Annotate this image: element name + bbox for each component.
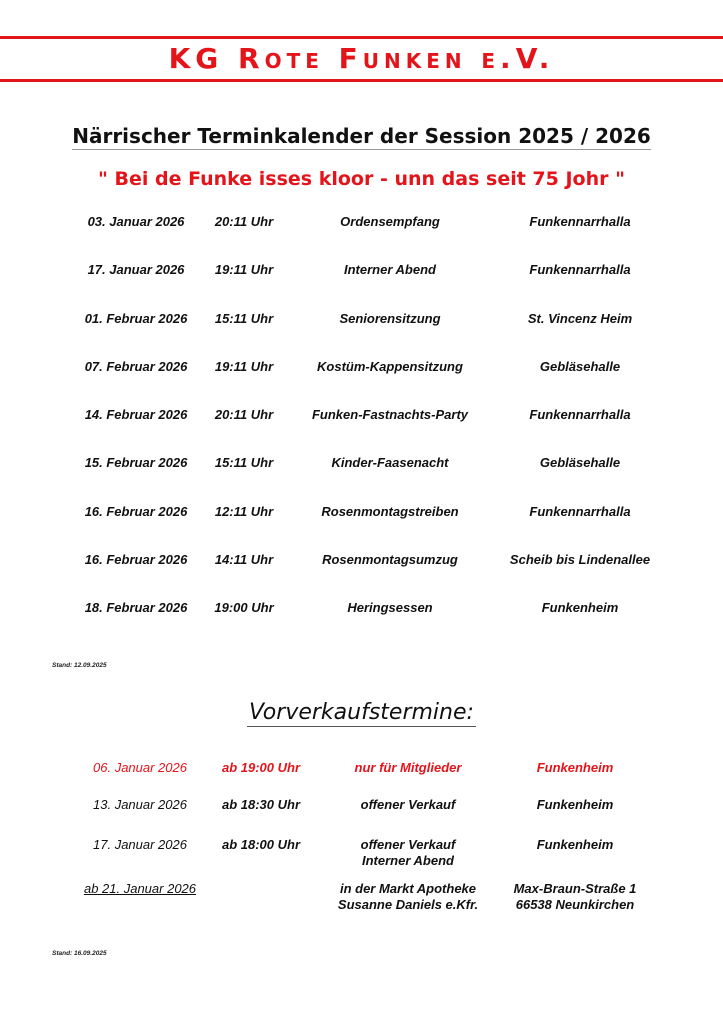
event-time: 15:11 Uhr: [214, 310, 274, 326]
event-name: Heringsessen: [347, 600, 433, 616]
event-date: 17. Januar 2026: [87, 262, 185, 278]
presale-date: 13. Januar 2026: [93, 797, 187, 812]
event-row: [0, 260, 723, 308]
event-row: [0, 598, 723, 646]
event-name: Rosenmontagsumzug: [322, 552, 458, 568]
event-location: Funkennarrhalla: [529, 503, 631, 519]
event-time: 19:11 Uhr: [214, 262, 274, 278]
presale-where-line: Funkenheim: [536, 837, 614, 852]
event-location: Scheib bis Lindenallee: [509, 552, 651, 568]
event-time: 19:11 Uhr: [214, 358, 274, 374]
event-location: Gebläsehalle: [539, 455, 621, 471]
presale-time: ab 18:00 Uhr: [221, 837, 301, 852]
event-row: [0, 453, 723, 501]
presale-row: [0, 837, 723, 881]
presale-row: [0, 760, 723, 797]
event-name: Ordensempfang: [340, 214, 440, 229]
event-date: 03. Januar 2026: [87, 214, 185, 229]
presale-what-line: in der Markt Apotheke: [339, 881, 477, 896]
event-time: 19:00 Uhr: [214, 600, 274, 616]
presale-time: ab 18:30 Uhr: [221, 797, 301, 812]
event-location: Funkenheim: [541, 600, 619, 616]
event-location: Funkennarrhalla: [529, 262, 631, 278]
event-time: 20:11 Uhr: [214, 407, 274, 423]
presale-where-line: Funkenheim: [536, 760, 614, 775]
event-location: Gebläsehalle: [539, 358, 621, 374]
presale-title-text: Vorverkaufstermine:: [249, 700, 474, 725]
presale-title: [0, 700, 723, 725]
event-location: Funkennarrhalla: [529, 407, 631, 423]
session-title-text: Närrischer Terminkalender der Session 2025 / 2026: [72, 124, 651, 148]
presale-what: [310, 797, 506, 813]
presale-where: [488, 760, 662, 776]
presale-date: ab 21. Januar 2026: [83, 881, 197, 896]
presale-where: [488, 881, 662, 913]
event-name: Funken-Fastnachts-Party: [311, 407, 469, 423]
presale-what: [310, 837, 506, 869]
event-time: 14:11 Uhr: [214, 552, 274, 568]
event-time: 20:11 Uhr: [214, 214, 274, 229]
event-date: 07. Februar 2026: [84, 358, 188, 374]
presale-table: [0, 760, 723, 921]
event-name: Interner Abend: [344, 262, 436, 278]
stand-date-presale: Stand: 16.09.2025: [52, 950, 107, 957]
presale-date: 17. Januar 2026: [93, 837, 187, 852]
event-location: St. Vincenz Heim: [527, 310, 633, 326]
presale-date: 06. Januar 2026: [93, 760, 187, 775]
event-date: 15. Februar 2026: [84, 455, 188, 471]
presale-what-line: offener Verkauf: [360, 837, 456, 852]
presale-what-line: offener Verkauf: [360, 797, 456, 812]
event-time: 15:11 Uhr: [214, 455, 274, 471]
motto: " Bei de Funke isses kloor - unn das seit 75 Johr ": [97, 168, 626, 190]
event-row: [0, 502, 723, 550]
event-location: Funkennarrhalla: [529, 214, 631, 229]
event-row: [0, 309, 723, 357]
event-row: [0, 550, 723, 598]
event-row: [0, 212, 723, 260]
header-banner: [0, 36, 723, 82]
club-title: KG Rote Funken e.V.: [168, 42, 555, 75]
presale-what: [310, 760, 506, 776]
event-row: [0, 357, 723, 405]
event-date: 14. Februar 2026: [84, 407, 188, 423]
event-name: Kinder-Faasenacht: [331, 455, 449, 471]
event-name: Rosenmontagstreiben: [321, 503, 459, 519]
event-time: 12:11 Uhr: [214, 503, 274, 519]
presale-where-line: 66538 Neunkirchen: [515, 897, 635, 912]
event-row: [0, 405, 723, 453]
presale-where-line: Funkenheim: [536, 797, 614, 812]
presale-what-line: Susanne Daniels e.Kfr.: [337, 897, 479, 912]
event-date: 16. Februar 2026: [84, 503, 188, 519]
presale-where: [488, 837, 662, 853]
presale-row: [0, 797, 723, 837]
stand-date-events: Stand: 12.09.2025: [52, 662, 107, 669]
presale-what-line: nur für Mitglieder: [354, 760, 462, 775]
presale-row: [0, 881, 723, 921]
event-name: Kostüm-Kappensitzung: [317, 358, 463, 374]
event-name: Seniorensitzung: [339, 310, 441, 326]
session-title: [0, 124, 723, 148]
presale-where-line: Max-Braun-Straße 1: [513, 881, 637, 896]
presale-what-line: Interner Abend: [362, 853, 454, 868]
presale-where: [488, 797, 662, 813]
events-table: [0, 212, 723, 647]
presale-what: [310, 881, 506, 913]
presale-time: ab 19:00 Uhr: [221, 760, 301, 775]
event-date: 18. Februar 2026: [84, 600, 188, 616]
event-date: 01. Februar 2026: [84, 310, 188, 326]
event-date: 16. Februar 2026: [84, 552, 188, 568]
